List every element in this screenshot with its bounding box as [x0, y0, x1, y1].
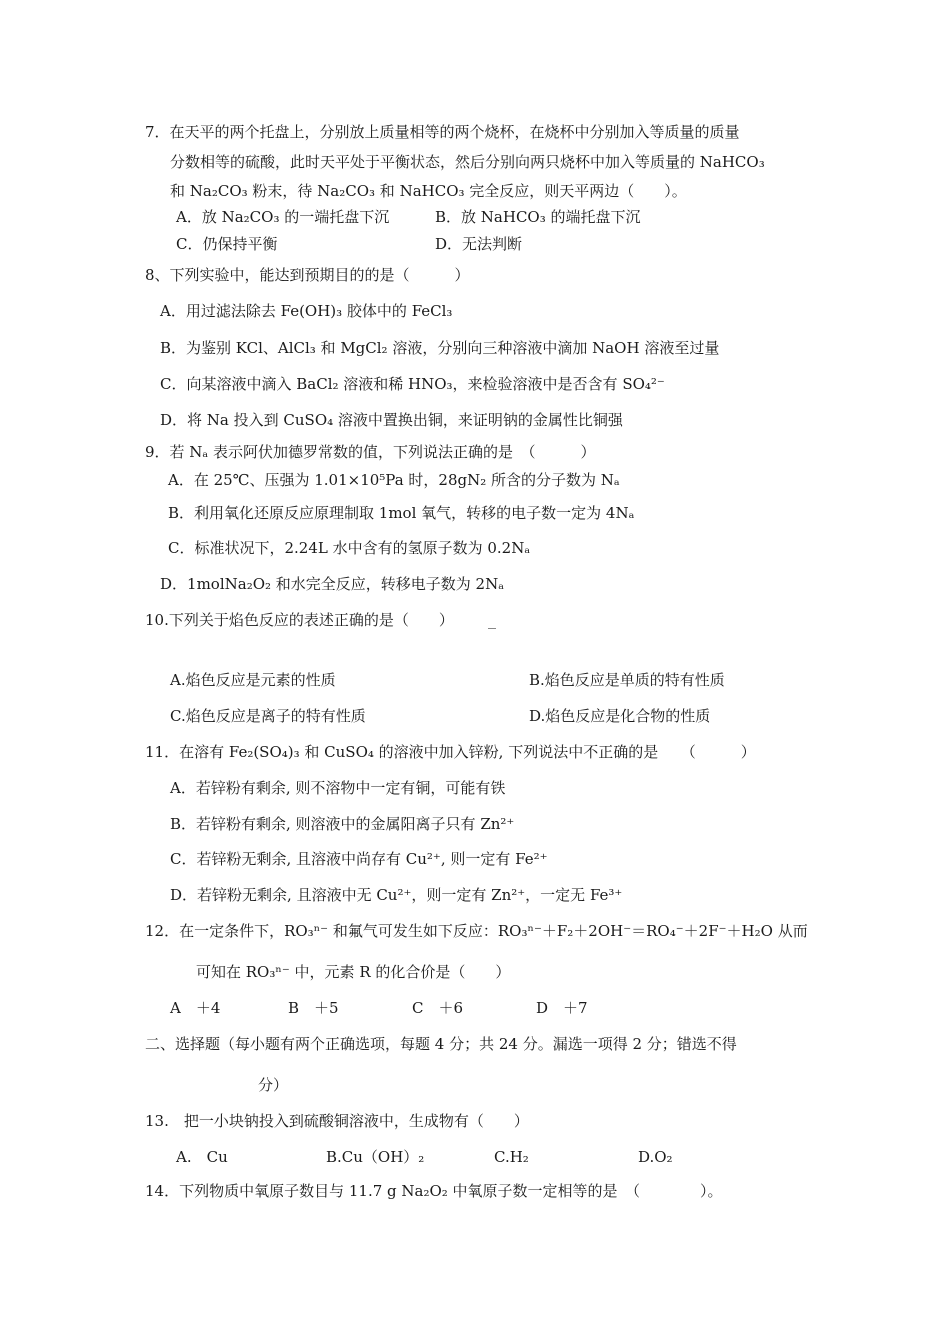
q10-option-b: B.焰色反应是单质的特有性质: [529, 671, 725, 689]
q9-option-d: D．1molNa₂O₂ 和水完全反应，转移电子数为 2Nₐ: [160, 575, 505, 593]
q10-option-c: C.焰色反应是离子的特有性质: [170, 707, 366, 725]
q11-option-d: D．若锌粉无剩余, 且溶液中无 Cu²⁺，则一定有 Zn²⁺，一定无 Fe³⁺: [170, 886, 623, 904]
q12-line1: 12．在一定条件下，RO₃ⁿ⁻ 和氟气可发生如下反应：RO₃ⁿ⁻＋F₂＋2OH⁻＝RO₄⁻＋2F⁻＋H₂O 从而: [145, 922, 808, 940]
q12-option-c: C ＋6: [412, 999, 464, 1017]
q8-option-c: C．向某溶液中滴入 BaCl₂ 溶液和稀 HNO₃，来检验溶液中是否含有 SO₄²⁻: [160, 375, 665, 393]
q8-option-b: B．为鉴别 KCl、AlCl₃ 和 MgCl₂ 溶液，分别向三种溶液中滴加 NaOH 溶液至过量: [160, 339, 720, 357]
q10-option-a: A.焰色反应是元素的性质: [170, 671, 336, 689]
q14-stem: 14．下列物质中氧原子数目与 11.7 g Na₂O₂ 中氧原子数一定相等的是 （ ）。: [145, 1182, 723, 1200]
q10-option-d: D.焰色反应是化合物的性质: [529, 707, 711, 725]
q8-option-d: D．将 Na 投入到 CuSO₄ 溶液中置换出铜，来证明钠的金属性比铜强: [160, 411, 623, 429]
q13-option-b: B.Cu（OH）₂: [326, 1148, 425, 1166]
q12-line2: 可知在 RO₃ⁿ⁻ 中，元素 R 的化合价是（ ）: [196, 963, 511, 981]
q11-option-c: C．若锌粉无剩余, 且溶液中尚存有 Cu²⁺, 则一定有 Fe²⁺: [170, 850, 548, 868]
q7-option-a: A．放 Na₂CO₃ 的一端托盘下沉: [176, 208, 390, 226]
section2-heading-line1: 二、选择题（每小题有两个正确选项，每题 4 分；共 24 分。漏选一项得 2 分；错选不得: [145, 1035, 737, 1053]
q9-stem: 9．若 Nₐ 表示阿伏加德罗常数的值，下列说法正确的是 （ ）: [145, 443, 596, 461]
q7-line2: 分数相等的硫酸，此时天平处于平衡状态，然后分别向两只烧杯中加入等质量的 NaHCO₃: [170, 153, 765, 171]
q7-line1: 7．在天平的两个托盘上，分别放上质量相等的两个烧杯，在烧杯中分别加入等质量的质量: [145, 123, 740, 141]
q8-stem: 8、下列实验中，能达到预期目的的是（ ）: [145, 266, 470, 284]
q7-option-b: B．放 NaHCO₃ 的端托盘下沉: [435, 208, 641, 226]
q7-line3: 和 Na₂CO₃ 粉末，待 Na₂CO₃ 和 NaHCO₃ 完全反应，则天平两边（ ）。: [170, 182, 687, 200]
q9-option-a: A．在 25℃、压强为 1.01×10⁵Pa 时，28gN₂ 所含的分子数为 Nₐ: [168, 471, 620, 489]
q9-option-b: B．利用氧化还原反应原理制取 1mol 氧气，转移的电子数一定为 4Nₐ: [168, 504, 635, 522]
q11-option-b: B．若锌粉有剩余, 则溶液中的金属阳离子只有 Zn²⁺: [170, 815, 515, 833]
q12-option-d: D ＋7: [536, 999, 588, 1017]
section2-heading-line2: 分）: [258, 1076, 289, 1094]
q13-stem: 13. 把一小块钠投入到硫酸铜溶液中，生成物有（ ）: [145, 1112, 529, 1130]
q10-stem: 10.下列关于焰色反应的表述正确的是（ ）: [145, 611, 454, 629]
q7-option-d: D．无法判断: [435, 235, 523, 253]
q13-option-a: A. Cu: [176, 1148, 228, 1166]
q7-option-c: C．仍保持平衡: [176, 235, 278, 253]
q11-option-a: A．若锌粉有剩余, 则不溶物中一定有铜，可能有铁: [170, 779, 506, 797]
q13-option-d: D.O₂: [638, 1148, 673, 1166]
q13-option-c: C.H₂: [494, 1148, 529, 1166]
q11-stem: 11．在溶有 Fe₂(SO₄)₃ 和 CuSO₄ 的溶液中加入锌粉, 下列说法中不正确的是 （ ）: [145, 743, 756, 761]
q9-option-c: C．标准状况下，2.24L 水中含有的氢原子数为 0.2Nₐ: [168, 539, 531, 557]
q12-option-a: A ＋4: [170, 999, 221, 1017]
q12-option-b: B ＋5: [288, 999, 339, 1017]
answer-blank-mark: [488, 628, 496, 629]
q8-option-a: A．用过滤法除去 Fe(OH)₃ 胶体中的 FeCl₃: [160, 302, 453, 320]
